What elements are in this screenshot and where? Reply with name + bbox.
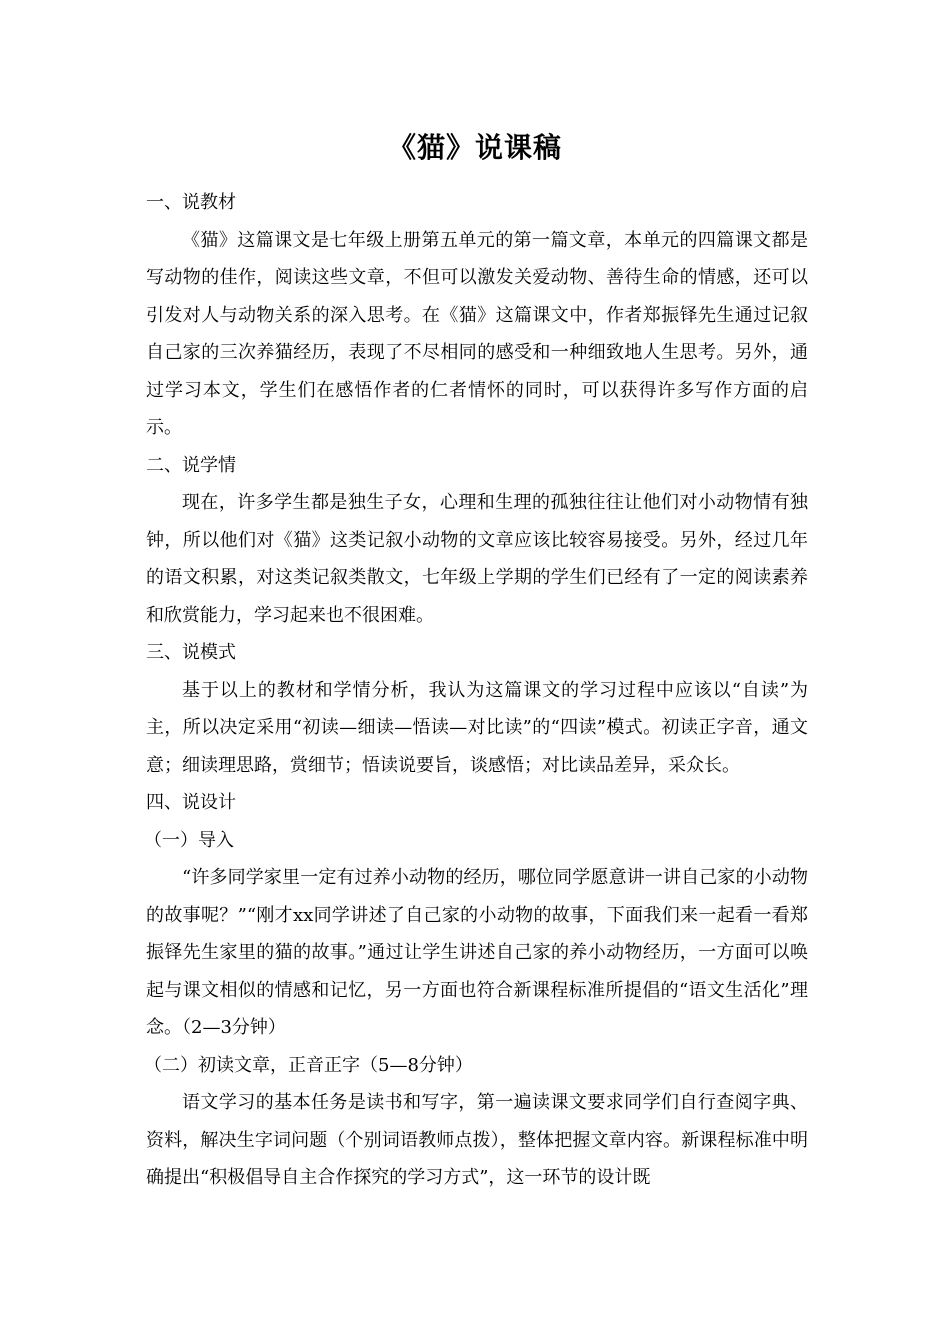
section-heading-teaching-material: 一、说教材 [146,192,236,213]
subsection-heading-first-reading: （二）初读文章，正音正字（5—8分钟） [144,1054,473,1076]
subsection-heading-introduction: （一）导入 [144,829,234,851]
paragraph-student-analysis: 现在，许多学生都是独生子女，心理和生理的孤独往往让他们对小动物情有独钟，所以他们对《猫》这类记叙小动物的文章应该比较容易接受。另外，经过几年的语文积累，对这类记叙类散文，七年级上学期的学生们已经有了一定的阅读素养和欣赏能力，学习起来也不很困难。 [146,492,808,626]
section-heading-student-analysis: 二、说学情 [146,454,236,476]
document-title: 《猫》说课稿 [387,131,562,164]
paragraph-teaching-mode: 基于以上的教材和学情分析，我认为这篇课文的学习过程中应该以“自读”为主，所以决定采用“初读—细读—悟读—对比读”的“四读”模式。初读正字音，通文意；细读理思路，赏细节；悟读说要旨，谈感悟；对比读品差异，采众长。 [146,679,808,776]
section-heading-design: 四、说设计 [146,792,236,813]
paragraph-teaching-material: 《猫》这篇课文是七年级上册第五单元的第一篇文章，本单元的四篇课文都是写动物的佳作，阅读这些文章，不但可以激发关爱动物、善待生命的情感，还可以引发对人与动物关系的深入思考。在《猫》这篇课文中，作者郑振铎先生通过记叙自己家的三次养猫经历，表现了不尽相同的感受和一种细致地人生思考。另外，通过学习本文，学生们在感悟作者的仁者情怀的同时，可以获得许多写作方面的启示。 [146,229,808,438]
section-heading-teaching-mode: 三、说模式 [146,642,236,663]
paragraph-first-reading: 语文学习的基本任务是读书和写字，第一遍读课文要求同学们自行查阅字典、资料，解决生字词问题（个别词语教师点拨），整体把握文章内容。新课程标准中明确提出“积极倡导自主合作探究的学习方式”，这一环节的设计既 [146,1092,808,1188]
document-body [146,184,808,1197]
paragraph-introduction: “许多同学家里一定有过养小动物的经历，哪位同学愿意讲一讲自己家的小动物的故事呢？”“刚才xx同学讲述了自己家的小动物的故事，下面我们来一起看一看郑振铎先生家里的猫的故事。”通过让学生讲述自己家的养小动物经历，一方面可以唤起与课文相似的情感和记忆，另一方面也符合新课程标准所提倡的“语文生活化”理念。（2—3分钟） [146,867,808,1038]
